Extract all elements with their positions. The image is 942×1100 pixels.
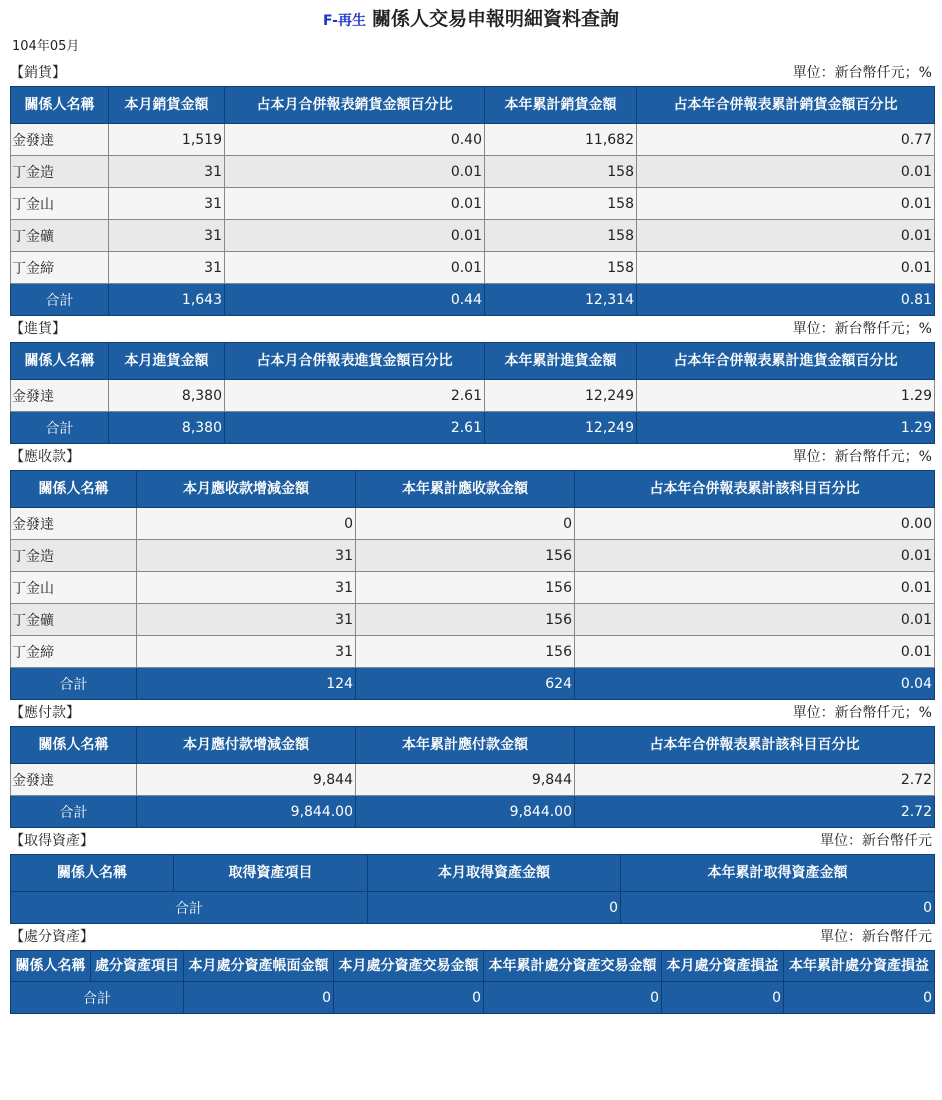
receivable-table [10, 470, 935, 700]
cell-value: 31 [109, 252, 225, 284]
party-name: 丁金山 [11, 188, 109, 220]
party-name: 丁金山 [11, 572, 137, 604]
cell-value: 0.01 [637, 220, 935, 252]
col-header: 本年累計取得資產金額 [621, 855, 935, 892]
company-code: F-再生 [323, 13, 366, 29]
col-header: 本月進貨金額 [109, 343, 225, 380]
cell-value: 31 [137, 540, 356, 572]
cell-value: 31 [109, 156, 225, 188]
col-header: 占本月合併報表銷貨金額百分比 [225, 87, 485, 124]
col-header: 本年累計應收款金額 [356, 471, 575, 508]
total-value: 1,643 [109, 284, 225, 316]
cell-value: 0.01 [575, 604, 935, 636]
dispose-section-header [10, 924, 932, 950]
total-value: 8,380 [109, 412, 225, 444]
total-value: 0 [484, 982, 662, 1014]
acquire-section-header [10, 828, 932, 854]
cell-value: 1,519 [109, 124, 225, 156]
purchase-table [10, 342, 935, 444]
cell-value: 31 [109, 188, 225, 220]
col-header: 占本年合併報表累計該科目百分比 [575, 727, 935, 764]
purchase-label: 【進貨】 [10, 321, 66, 337]
total-value: 9,844.00 [356, 796, 575, 828]
party-name: 金發達 [11, 124, 109, 156]
total-label: 合計 [11, 284, 109, 316]
report-title: 關係人交易申報明細資料查詢 [371, 8, 619, 30]
total-label: 合計 [11, 982, 184, 1014]
total-value: 9,844.00 [137, 796, 356, 828]
cell-value: 0.01 [575, 636, 935, 668]
receivable-section-header [10, 444, 932, 470]
table-row [11, 636, 935, 668]
col-header: 占本年合併報表累計該科目百分比 [575, 471, 935, 508]
cell-value: 12,249 [485, 380, 637, 412]
sales-label: 【銷貨】 [10, 65, 66, 81]
report-period: 104年05月 [12, 39, 80, 54]
party-name: 丁金締 [11, 252, 109, 284]
acquire-label: 【取得資產】 [10, 833, 94, 849]
table-row [11, 380, 935, 412]
col-header: 本月處分資產交易金額 [334, 951, 484, 982]
cell-value: 8,380 [109, 380, 225, 412]
table-row [11, 508, 935, 540]
party-name: 金發達 [11, 764, 137, 796]
dispose-label: 【處分資產】 [10, 929, 94, 945]
payable-table [10, 726, 935, 828]
purchase-unit: 單位：新台幣仟元；% [792, 321, 932, 337]
total-value: 0 [368, 892, 621, 924]
col-header: 處分資產項目 [91, 951, 184, 982]
cell-value: 0 [356, 508, 575, 540]
cell-value: 0.01 [225, 220, 485, 252]
total-label: 合計 [11, 892, 368, 924]
col-header: 本月處分資產損益 [662, 951, 784, 982]
col-header: 關係人名稱 [11, 951, 91, 982]
dispose-unit: 單位：新台幣仟元 [820, 929, 932, 945]
sales-section-header [10, 60, 932, 86]
cell-value: 158 [485, 252, 637, 284]
cell-value: 0.01 [637, 252, 935, 284]
acquire-table [10, 854, 935, 924]
total-label: 合計 [11, 668, 137, 700]
col-header: 關係人名稱 [11, 855, 174, 892]
col-header: 本年累計應付款金額 [356, 727, 575, 764]
cell-value: 9,844 [137, 764, 356, 796]
total-value: 0.81 [637, 284, 935, 316]
cell-value: 31 [137, 604, 356, 636]
dispose-table [10, 950, 935, 1014]
total-value: 124 [137, 668, 356, 700]
total-value: 2.72 [575, 796, 935, 828]
total-row [11, 892, 935, 924]
table-row [11, 124, 935, 156]
col-header: 占本年合併報表累計進貨金額百分比 [637, 343, 935, 380]
total-row [11, 284, 935, 316]
total-value: 1.29 [637, 412, 935, 444]
receivable-label: 【應收款】 [10, 449, 80, 465]
table-row [11, 156, 935, 188]
cell-value: 158 [485, 220, 637, 252]
col-header: 本月銷貨金額 [109, 87, 225, 124]
cell-value: 0.77 [637, 124, 935, 156]
cell-value: 2.61 [225, 380, 485, 412]
payable-section-header [10, 700, 932, 726]
cell-value: 0.01 [637, 156, 935, 188]
col-header: 本年累計處分資產損益 [784, 951, 935, 982]
cell-value: 158 [485, 156, 637, 188]
cell-value: 0.01 [575, 572, 935, 604]
cell-value: 0.01 [575, 540, 935, 572]
cell-value: 156 [356, 572, 575, 604]
table-row [11, 252, 935, 284]
col-header: 本月處分資產帳面金額 [184, 951, 334, 982]
party-name: 金發達 [11, 380, 109, 412]
col-header: 本月應付款增減金額 [137, 727, 356, 764]
party-name: 丁金礦 [11, 604, 137, 636]
cell-value: 1.29 [637, 380, 935, 412]
col-header: 占本年合併報表累計銷貨金額百分比 [637, 87, 935, 124]
col-header: 本月取得資產金額 [368, 855, 621, 892]
col-header: 本年累計處分資產交易金額 [484, 951, 662, 982]
sales-table [10, 86, 935, 316]
col-header: 占本月合併報表進貨金額百分比 [225, 343, 485, 380]
total-row [11, 668, 935, 700]
cell-value: 9,844 [356, 764, 575, 796]
cell-value: 11,682 [485, 124, 637, 156]
total-value: 0 [184, 982, 334, 1014]
table-row [11, 188, 935, 220]
col-header: 關係人名稱 [11, 471, 137, 508]
cell-value: 158 [485, 188, 637, 220]
cell-value: 0 [137, 508, 356, 540]
col-header: 本年累計銷貨金額 [485, 87, 637, 124]
cell-value: 0.01 [225, 156, 485, 188]
cell-value: 31 [109, 220, 225, 252]
cell-value: 0.40 [225, 124, 485, 156]
total-value: 12,249 [485, 412, 637, 444]
party-name: 金發達 [11, 508, 137, 540]
table-row [11, 572, 935, 604]
cell-value: 31 [137, 636, 356, 668]
total-label: 合計 [11, 796, 137, 828]
payable-unit: 單位：新台幣仟元；% [792, 705, 932, 721]
total-value: 0 [784, 982, 935, 1014]
purchase-section-header [10, 316, 932, 342]
col-header: 關係人名稱 [11, 87, 109, 124]
party-name: 丁金造 [11, 156, 109, 188]
col-header: 關係人名稱 [11, 343, 109, 380]
total-value: 12,314 [485, 284, 637, 316]
col-header: 本月應收款增減金額 [137, 471, 356, 508]
sales-unit: 單位：新台幣仟元；% [792, 65, 932, 81]
cell-value: 156 [356, 636, 575, 668]
total-label: 合計 [11, 412, 109, 444]
total-row [11, 796, 935, 828]
cell-value: 156 [356, 604, 575, 636]
total-value: 0 [334, 982, 484, 1014]
receivable-unit: 單位：新台幣仟元；% [792, 449, 932, 465]
total-row [11, 982, 935, 1014]
table-row [11, 764, 935, 796]
cell-value: 0.01 [637, 188, 935, 220]
table-row [11, 540, 935, 572]
party-name: 丁金造 [11, 540, 137, 572]
col-header: 取得資產項目 [174, 855, 368, 892]
total-row [11, 412, 935, 444]
total-value: 624 [356, 668, 575, 700]
cell-value: 0.01 [225, 188, 485, 220]
cell-value: 31 [137, 572, 356, 604]
table-row [11, 220, 935, 252]
cell-value: 0.01 [225, 252, 485, 284]
total-value: 2.61 [225, 412, 485, 444]
cell-value: 2.72 [575, 764, 935, 796]
col-header: 本年累計進貨金額 [485, 343, 637, 380]
page-title [0, 0, 942, 34]
acquire-unit: 單位：新台幣仟元 [820, 833, 932, 849]
cell-value: 0.00 [575, 508, 935, 540]
total-value: 0 [621, 892, 935, 924]
party-name: 丁金礦 [11, 220, 109, 252]
cell-value: 156 [356, 540, 575, 572]
col-header: 關係人名稱 [11, 727, 137, 764]
total-value: 0.44 [225, 284, 485, 316]
payable-label: 【應付款】 [10, 705, 80, 721]
total-value: 0.04 [575, 668, 935, 700]
total-value: 0 [662, 982, 784, 1014]
party-name: 丁金締 [11, 636, 137, 668]
table-row [11, 604, 935, 636]
